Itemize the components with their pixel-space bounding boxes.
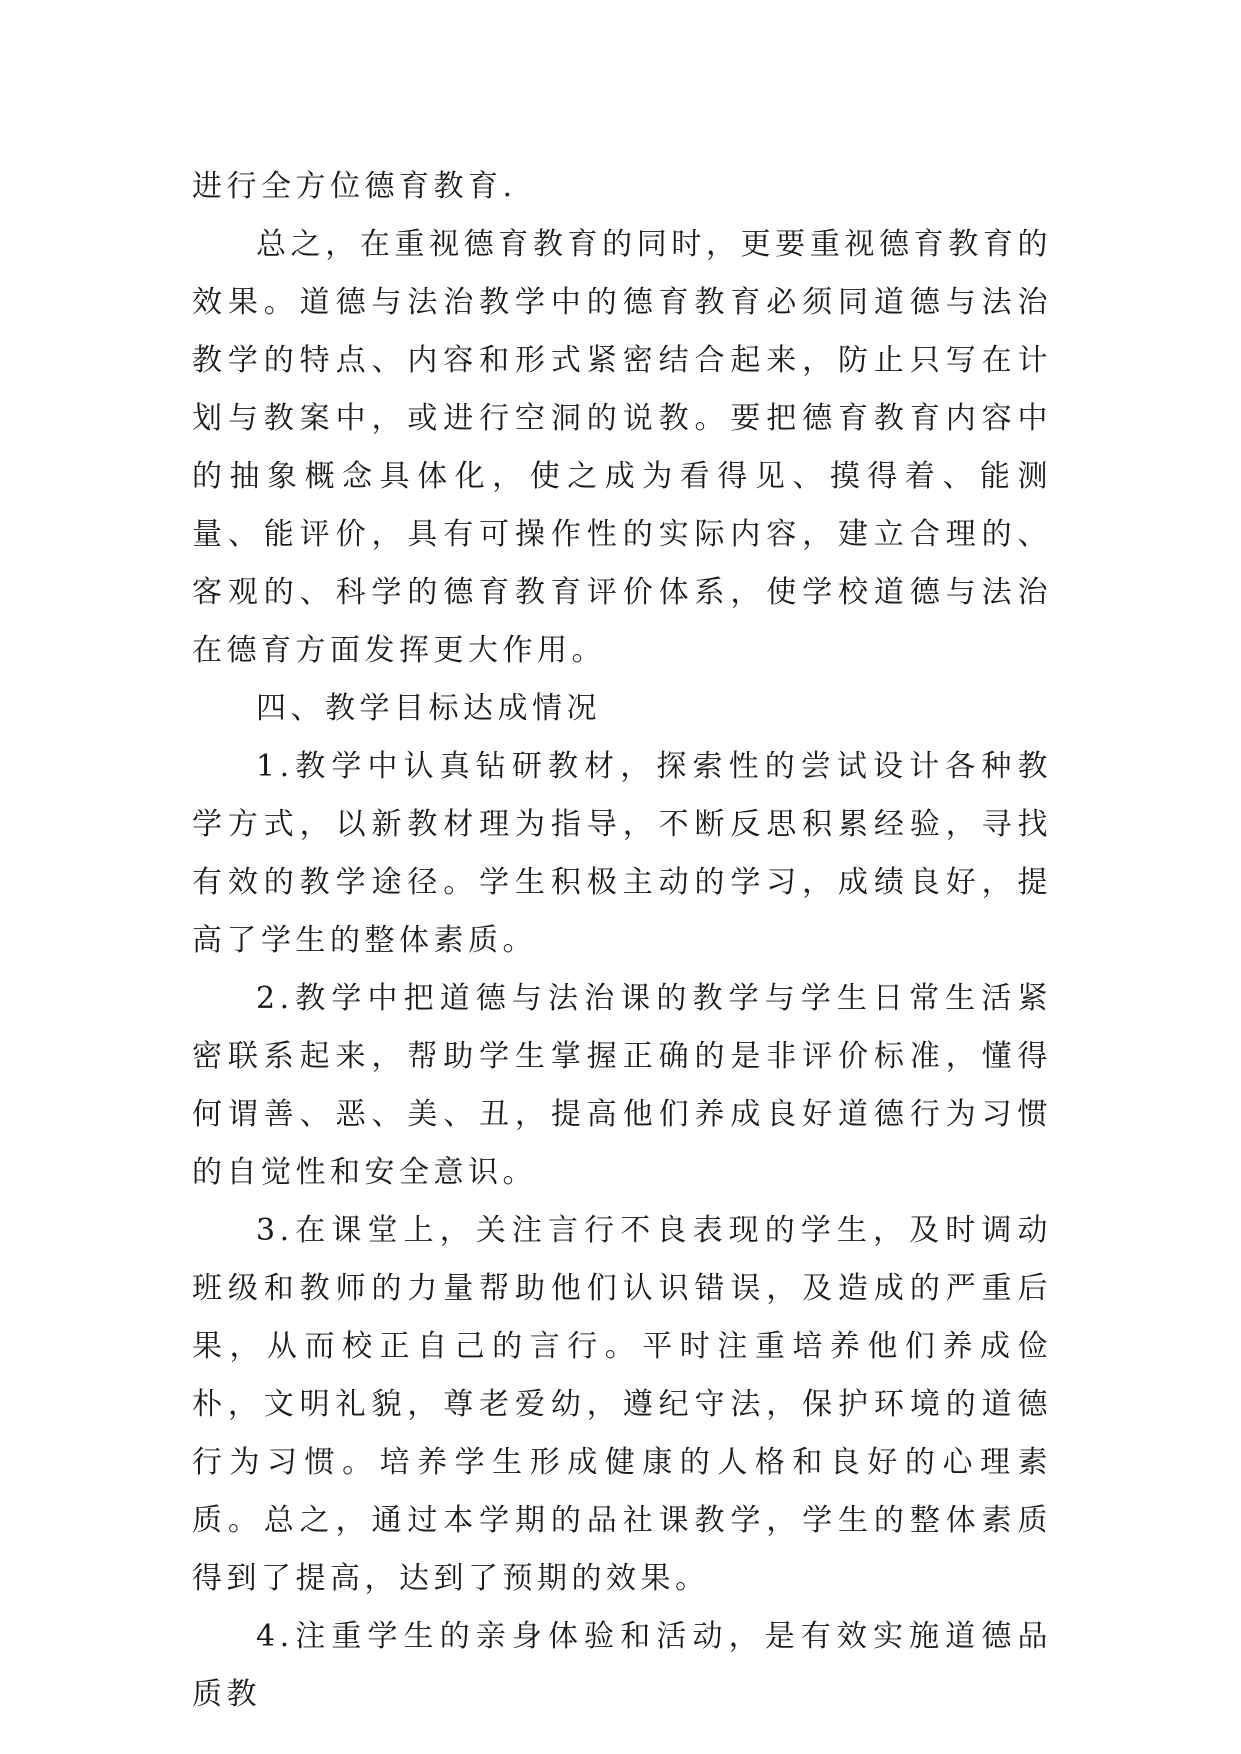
paragraph-summary: 总之，在重视德育教育的同时，更要重视德育教育的效果。道德与法治教学中的德育教育必须同道德与法治教学的特点、内容和形式紧密结合起来，防止只写在计划与教案中，或进行空洞的说教。要把德育教育内容中的抽象概念具体化，使之成为看得见、摸得着、能测量、能评价，具有可操作性的实际内容，建立合理的、客观的、科学的德育教育评价体系，使学校道德与法治在德育方面发挥更大作用。: [192, 227, 1052, 668]
list-item-3: 3.在课堂上，关注言行不良表现的学生，及时调动班级和教师的力量帮助他们认识错误，及造成的严重后果，从而校正自己的言行。平时注重培养他们养成俭朴，文明礼貌，尊老爱幼，遵纪守法，保护环境的道德行为习惯。培养学生形成健康的人格和良好的心理素质。总之，通过本学期的品社课教学，学生的整体素质得到了提高，达到了预期的效果。: [192, 1213, 1052, 1596]
list-item-1: 1.教学中认真钻研教材，探索性的尝试设计各种教学方式，以新教材理为指导，不断反思积累经验，寻找有效的教学途径。学生积极主动的学习，成绩良好，提高了学生的整体素质。: [192, 749, 1052, 958]
list-item-2: 2.教学中把道德与法治课的教学与学生日常生活紧密联系起来，帮助学生掌握正确的是非评价标准，懂得何谓善、恶、美、丑，提高他们养成良好道德行为习惯的自觉性和安全意识。: [192, 981, 1052, 1190]
document-body: [192, 158, 1052, 1724]
paragraph-continuation: 进行全方位德育教育.: [192, 169, 517, 204]
section-heading: 四、教学目标达成情况: [256, 691, 601, 726]
list-item-4: 4.注重学生的亲身体验和活动，是有效实施道德品质教: [192, 1619, 1052, 1712]
